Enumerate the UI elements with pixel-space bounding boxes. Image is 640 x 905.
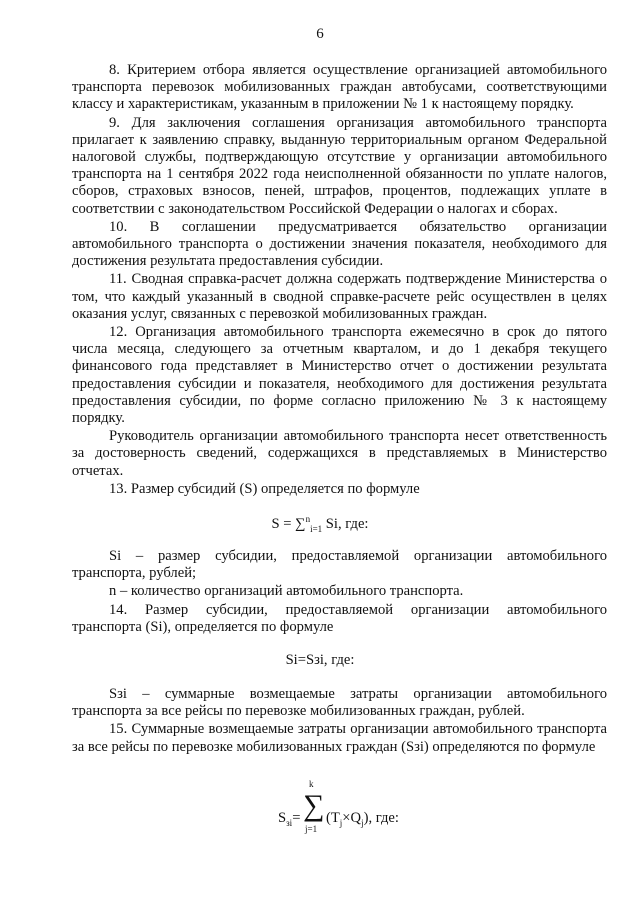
paragraph-12-responsibility: Руководитель организации автомобильного транспорта несет ответственность за достоверность сведений, содержащихся в представляемых в Министерство отчетах. <box>72 428 607 479</box>
paragraph-15: 15. Суммарные возмещаемые затраты организации автомобильного транспорта за все рейсы по перевозке мобилизованных граждан (Sзi) определяются по формуле <box>72 721 607 755</box>
sum-symbol-large: ∑ <box>303 789 325 822</box>
definitions-block-2 <box>72 686 607 756</box>
formula-3-left: $S_{зi}=$ <box>278 810 301 828</box>
definitions-block-1 <box>72 548 607 636</box>
formula-3-sub: зi <box>286 817 293 828</box>
paragraph-8: 8. Критерием отбора является осуществление организацией автомобильного транспорта перевозок мобилизованных граждан автобусами, соответствующими классу и характеристикам, указанным в приложении № 1 к настоящему порядку. <box>72 62 607 113</box>
szi-definition: Sзi – суммарные возмещаемые затраты организации автомобильного транспорта за все рейсы по перевозке мобилизованных граждан, рублей. <box>72 686 607 720</box>
paragraph-10: 10. В соглашении предусматривается обязательство организации автомобильного транспорта о достижении значения показателя, необходимого для достижения результата предоставления субсидии. <box>72 218 607 270</box>
formula-1-left: S = <box>271 515 296 532</box>
sum-symbol: ∑ <box>295 515 306 532</box>
document-body <box>72 62 607 498</box>
n-definition: n – количество организаций автомобильного транспорта. <box>109 583 464 600</box>
sum-upper-limit: n <box>305 514 311 524</box>
paragraph-9: 9. Для заключения соглашения организация автомобильного транспорта прилагает к заявлению справку, выданную территориальным органом Федеральной налоговой службы, подтверждающую отсутствие у организации автомобильного транспорта на 1 сентября 2022 года неисполненной обязанности по уплате налогов, сборов, страховых взносов, пеней, штрафов, процентов, подлежащих уплате в соответствии с законодательством Российской Федерации о налогах и сборах. <box>72 114 607 217</box>
sum-lower-limit: i=1 <box>310 523 323 534</box>
formula-total-costs <box>278 779 438 858</box>
paragraph-12: 12. Организация автомобильного транспорта ежемесячно в срок до пятого числа месяца, следующего за отчетным кварталом, и до 1 декабря текущего финансового года представляет в Министерство отчет о достижении результата предоставления субсидии и показателя, необходимого для достижения результата предоставления субсидии, по форме согласно приложению № 3 к настоящему порядку. <box>72 324 607 427</box>
paragraph-11: 11. Сводная справка-расчет должна содержать подтверждение Министерства о том, что каждый указанный в сводной справке-расчете рейс осуществлен в целях оказания услуг, связанных с перевозкой мобилизованных граждан. <box>72 271 607 322</box>
page-number: 6 <box>316 26 324 42</box>
formula-3-body: $(T_j\times Q_j)$, где: <box>326 810 399 828</box>
paragraph-13: 13. Размер субсидий (S) определяется по формуле <box>109 480 420 497</box>
formula-subsidy-total <box>0 514 640 534</box>
paragraph-14: 14. Размер субсидии, предоставляемой организации автомобильного транспорта (Si), определяется по формуле <box>72 601 607 635</box>
si-definition: Si – размер субсидии, предоставляемой организации автомобильного транспорта, рублей; <box>72 548 607 582</box>
sum-lower-limit-j: j=1 <box>305 824 318 834</box>
formula-1-right: Si, где: <box>322 515 369 532</box>
formula-subsidy-single: Si=Sзi, где: <box>285 652 355 668</box>
sum-upper-limit-k: k <box>309 779 314 789</box>
